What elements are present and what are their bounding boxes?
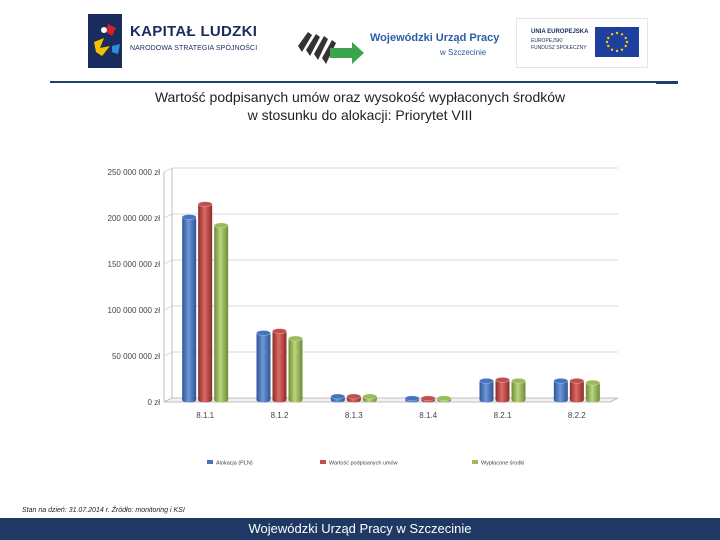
chart-floor — [164, 398, 618, 402]
x-tick-label: 8.1.4 — [419, 411, 438, 420]
y-tick-label: 50 000 000 zł — [111, 352, 160, 361]
bar — [273, 329, 287, 403]
legend-item — [207, 460, 253, 467]
bar — [363, 394, 377, 403]
footer-text: Wojewódzki Urząd Pracy w Szczecinie — [248, 521, 472, 536]
footnote: Stan na dzień: 31.07.2014 r. Źródło: monitoring i KSI — [22, 507, 185, 514]
kapital-ludzki-title: KAPITAŁ LUDZKI — [130, 23, 258, 40]
y-tick-label: 200 000 000 zł — [107, 214, 160, 223]
x-tick-label: 8.1.1 — [196, 411, 215, 420]
chart-legend — [207, 460, 524, 467]
bar — [331, 394, 345, 403]
y-tick-label: 0 zł — [147, 398, 160, 407]
gridline — [164, 260, 618, 264]
chart-bars — [182, 202, 600, 403]
x-tick-label: 8.2.2 — [567, 411, 586, 420]
x-tick-label: 8.1.2 — [270, 411, 289, 420]
y-tick-label: 250 000 000 zł — [107, 168, 160, 177]
bar — [570, 378, 584, 402]
slide-title-line-1: Wartość podpisanych umów oraz wysokość wypłaconych środków — [154, 89, 566, 105]
x-tick-label: 8.1.3 — [344, 411, 363, 420]
eu-logo-line-1: UNIA EUROPEJSKA — [531, 29, 589, 35]
gridline — [164, 306, 618, 310]
bar — [554, 378, 568, 402]
chart-axes — [164, 168, 618, 402]
legend-item — [472, 460, 524, 467]
bar — [512, 378, 526, 402]
chart-gridlines — [164, 168, 618, 402]
eu-logo-line-3: FUNDUSZ SPOŁECZNY — [531, 45, 587, 51]
bar — [421, 396, 435, 403]
legend-label: Alokacja (PLN) — [216, 460, 253, 467]
bar — [182, 215, 196, 403]
legend-label: Wartość podpisanych umów — [329, 460, 398, 467]
wup-subtitle: w Szczecinie — [440, 48, 487, 57]
gridline — [164, 214, 618, 218]
x-axis-ticks — [196, 411, 586, 420]
wup-title: Wojewódzki Urząd Pracy — [370, 32, 500, 44]
y-tick-label: 100 000 000 zł — [107, 306, 160, 315]
bar — [214, 223, 228, 403]
bar — [347, 394, 361, 403]
legend-item — [320, 460, 398, 467]
kapital-ludzki-subtitle: NARODOWA STRATEGIA SPÓJNOŚCI — [130, 45, 258, 52]
slide-title-line-2: w stosunku do alokacji: Priorytet VIII — [247, 107, 473, 123]
footer-bar — [0, 518, 720, 540]
bar — [586, 380, 600, 402]
eu-logo-line-2: EUROPEJSKI — [531, 38, 563, 44]
bar — [289, 336, 303, 402]
y-axis-ticks — [108, 168, 161, 407]
legend-label: Wypłacone środki — [481, 460, 525, 467]
bar — [405, 396, 419, 403]
bar — [437, 396, 451, 403]
gridline — [164, 168, 618, 172]
y-tick-label: 150 000 000 zł — [107, 260, 160, 269]
gridline — [164, 352, 618, 356]
bar — [198, 202, 212, 403]
bar — [480, 378, 494, 402]
bar — [496, 377, 510, 402]
x-tick-label: 8.2.1 — [493, 411, 512, 420]
bar — [257, 331, 271, 403]
